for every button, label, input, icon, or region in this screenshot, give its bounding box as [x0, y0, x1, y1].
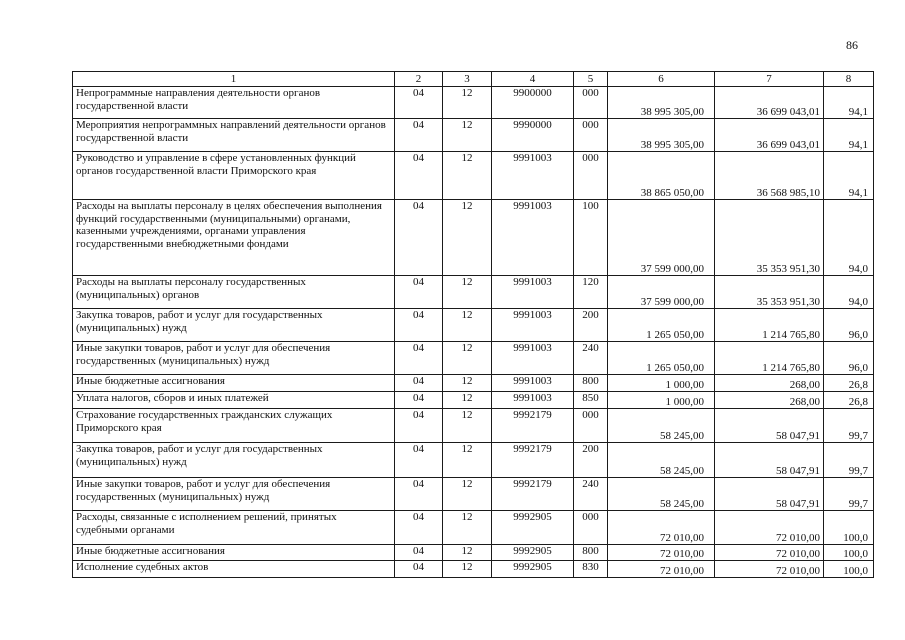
row-percent: 26,8	[824, 392, 874, 409]
row-plan-amount: 72 010,00	[608, 511, 715, 545]
row-plan-amount: 1 265 050,00	[608, 342, 715, 375]
row-section: 04	[395, 478, 443, 511]
table-row	[73, 478, 874, 511]
row-name: Иные бюджетные ассигнования	[73, 375, 395, 392]
row-plan-amount: 58 245,00	[608, 409, 715, 443]
row-target-item: 9900000	[492, 87, 574, 119]
row-actual-amount: 58 047,91	[715, 478, 824, 511]
row-section: 04	[395, 409, 443, 443]
row-name: Закупка товаров, работ и услуг для государственных (муниципальных) нужд	[73, 309, 395, 342]
row-subsection: 12	[443, 561, 492, 578]
row-subsection: 12	[443, 409, 492, 443]
table-row	[73, 392, 874, 409]
row-target-item: 9990000	[492, 119, 574, 152]
row-percent: 94,0	[824, 200, 874, 276]
row-name: Исполнение судебных актов	[73, 561, 395, 578]
row-target-item: 9991003	[492, 276, 574, 309]
row-actual-amount: 1 214 765,80	[715, 309, 824, 342]
header-col-4: 4	[492, 72, 574, 87]
header-col-5: 5	[574, 72, 608, 87]
row-subsection: 12	[443, 87, 492, 119]
row-target-item: 9991003	[492, 152, 574, 200]
row-expense-type: 000	[574, 152, 608, 200]
row-name: Расходы на выплаты персоналу государственных (муниципальных) органов	[73, 276, 395, 309]
row-actual-amount: 36 699 043,01	[715, 87, 824, 119]
header-col-6: 6	[608, 72, 715, 87]
row-section: 04	[395, 561, 443, 578]
row-percent: 99,7	[824, 478, 874, 511]
row-plan-amount: 1 000,00	[608, 375, 715, 392]
row-expense-type: 100	[574, 200, 608, 276]
row-name: Уплата налогов, сборов и иных платежей	[73, 392, 395, 409]
row-expense-type: 000	[574, 511, 608, 545]
header-col-7: 7	[715, 72, 824, 87]
header-col-8: 8	[824, 72, 874, 87]
row-name: Иные закупки товаров, работ и услуг для обеспечения государственных (муниципальных) нужд	[73, 342, 395, 375]
table-row	[73, 119, 874, 152]
row-actual-amount: 268,00	[715, 375, 824, 392]
row-target-item: 9991003	[492, 200, 574, 276]
row-name: Непрограммные направления деятельности органов государственной власти	[73, 87, 395, 119]
row-percent: 100,0	[824, 561, 874, 578]
row-actual-amount: 268,00	[715, 392, 824, 409]
row-subsection: 12	[443, 478, 492, 511]
row-expense-type: 800	[574, 375, 608, 392]
row-percent: 94,1	[824, 152, 874, 200]
header-row	[73, 72, 874, 87]
row-section: 04	[395, 87, 443, 119]
row-plan-amount: 1 000,00	[608, 392, 715, 409]
row-percent: 100,0	[824, 511, 874, 545]
row-section: 04	[395, 392, 443, 409]
page-number: 86	[846, 38, 858, 52]
table-row	[73, 342, 874, 375]
header-col-1: 1	[73, 72, 395, 87]
row-expense-type: 240	[574, 342, 608, 375]
row-target-item: 9992179	[492, 478, 574, 511]
row-percent: 99,7	[824, 443, 874, 478]
row-subsection: 12	[443, 545, 492, 561]
row-expense-type: 200	[574, 309, 608, 342]
table-row	[73, 375, 874, 392]
row-plan-amount: 38 995 305,00	[608, 119, 715, 152]
row-actual-amount: 72 010,00	[715, 561, 824, 578]
row-subsection: 12	[443, 152, 492, 200]
row-name: Расходы, связанные с исполнением решений, принятых судебными органами	[73, 511, 395, 545]
row-subsection: 12	[443, 375, 492, 392]
row-section: 04	[395, 545, 443, 561]
row-target-item: 9992905	[492, 545, 574, 561]
row-plan-amount: 38 995 305,00	[608, 87, 715, 119]
row-expense-type: 000	[574, 87, 608, 119]
row-section: 04	[395, 200, 443, 276]
row-target-item: 9991003	[492, 309, 574, 342]
row-name: Иные закупки товаров, работ и услуг для обеспечения государственных (муниципальных) нужд	[73, 478, 395, 511]
row-expense-type: 240	[574, 478, 608, 511]
row-plan-amount: 1 265 050,00	[608, 309, 715, 342]
row-target-item: 9991003	[492, 375, 574, 392]
row-plan-amount: 72 010,00	[608, 545, 715, 561]
row-section: 04	[395, 152, 443, 200]
row-percent: 96,0	[824, 342, 874, 375]
row-plan-amount: 58 245,00	[608, 443, 715, 478]
table-row	[73, 87, 874, 119]
row-subsection: 12	[443, 119, 492, 152]
table-row	[73, 276, 874, 309]
row-name: Мероприятия непрограммных направлений деятельности органов государственной власти	[73, 119, 395, 152]
header-col-3: 3	[443, 72, 492, 87]
row-section: 04	[395, 375, 443, 392]
row-percent: 100,0	[824, 545, 874, 561]
row-actual-amount: 36 699 043,01	[715, 119, 824, 152]
table-row	[73, 409, 874, 443]
row-plan-amount: 37 599 000,00	[608, 200, 715, 276]
row-subsection: 12	[443, 200, 492, 276]
row-expense-type: 120	[574, 276, 608, 309]
row-section: 04	[395, 342, 443, 375]
row-actual-amount: 72 010,00	[715, 511, 824, 545]
row-subsection: 12	[443, 309, 492, 342]
row-plan-amount: 72 010,00	[608, 561, 715, 578]
row-target-item: 9992179	[492, 409, 574, 443]
table-row	[73, 309, 874, 342]
header-col-2: 2	[395, 72, 443, 87]
row-target-item: 9992179	[492, 443, 574, 478]
table-row	[73, 200, 874, 276]
row-subsection: 12	[443, 342, 492, 375]
row-expense-type: 830	[574, 561, 608, 578]
row-expense-type: 850	[574, 392, 608, 409]
row-section: 04	[395, 309, 443, 342]
row-percent: 26,8	[824, 375, 874, 392]
row-section: 04	[395, 119, 443, 152]
row-plan-amount: 37 599 000,00	[608, 276, 715, 309]
row-section: 04	[395, 511, 443, 545]
row-subsection: 12	[443, 392, 492, 409]
row-plan-amount: 58 245,00	[608, 478, 715, 511]
row-actual-amount: 1 214 765,80	[715, 342, 824, 375]
row-target-item: 9991003	[492, 392, 574, 409]
table-row	[73, 561, 874, 578]
row-subsection: 12	[443, 276, 492, 309]
row-expense-type: 200	[574, 443, 608, 478]
row-target-item: 9992905	[492, 511, 574, 545]
row-target-item: 9991003	[492, 342, 574, 375]
table-row	[73, 443, 874, 478]
row-actual-amount: 36 568 985,10	[715, 152, 824, 200]
row-percent: 94,1	[824, 87, 874, 119]
row-plan-amount: 38 865 050,00	[608, 152, 715, 200]
row-name: Иные бюджетные ассигнования	[73, 545, 395, 561]
row-actual-amount: 58 047,91	[715, 409, 824, 443]
row-target-item: 9992905	[492, 561, 574, 578]
row-subsection: 12	[443, 443, 492, 478]
row-subsection: 12	[443, 511, 492, 545]
row-name: Закупка товаров, работ и услуг для государственных (муниципальных) нужд	[73, 443, 395, 478]
row-name: Страхование государственных гражданских служащих Приморского края	[73, 409, 395, 443]
row-actual-amount: 35 353 951,30	[715, 200, 824, 276]
row-name: Расходы на выплаты персоналу в целях обеспечения выполнения функций государственными (муниципальными) органами, казенными учреждениями, органами управления государственными внебюджетными фондами	[73, 200, 395, 276]
row-percent: 94,0	[824, 276, 874, 309]
row-actual-amount: 72 010,00	[715, 545, 824, 561]
row-percent: 96,0	[824, 309, 874, 342]
row-actual-amount: 58 047,91	[715, 443, 824, 478]
row-expense-type: 000	[574, 409, 608, 443]
table-row	[73, 511, 874, 545]
row-expense-type: 000	[574, 119, 608, 152]
table-row	[73, 545, 874, 561]
row-name: Руководство и управление в сфере установленных функций органов государственной власти Приморского края	[73, 152, 395, 200]
row-section: 04	[395, 443, 443, 478]
row-expense-type: 800	[574, 545, 608, 561]
table-row	[73, 152, 874, 200]
budget-table	[72, 71, 874, 578]
row-actual-amount: 35 353 951,30	[715, 276, 824, 309]
row-percent: 99,7	[824, 409, 874, 443]
row-percent: 94,1	[824, 119, 874, 152]
row-section: 04	[395, 276, 443, 309]
